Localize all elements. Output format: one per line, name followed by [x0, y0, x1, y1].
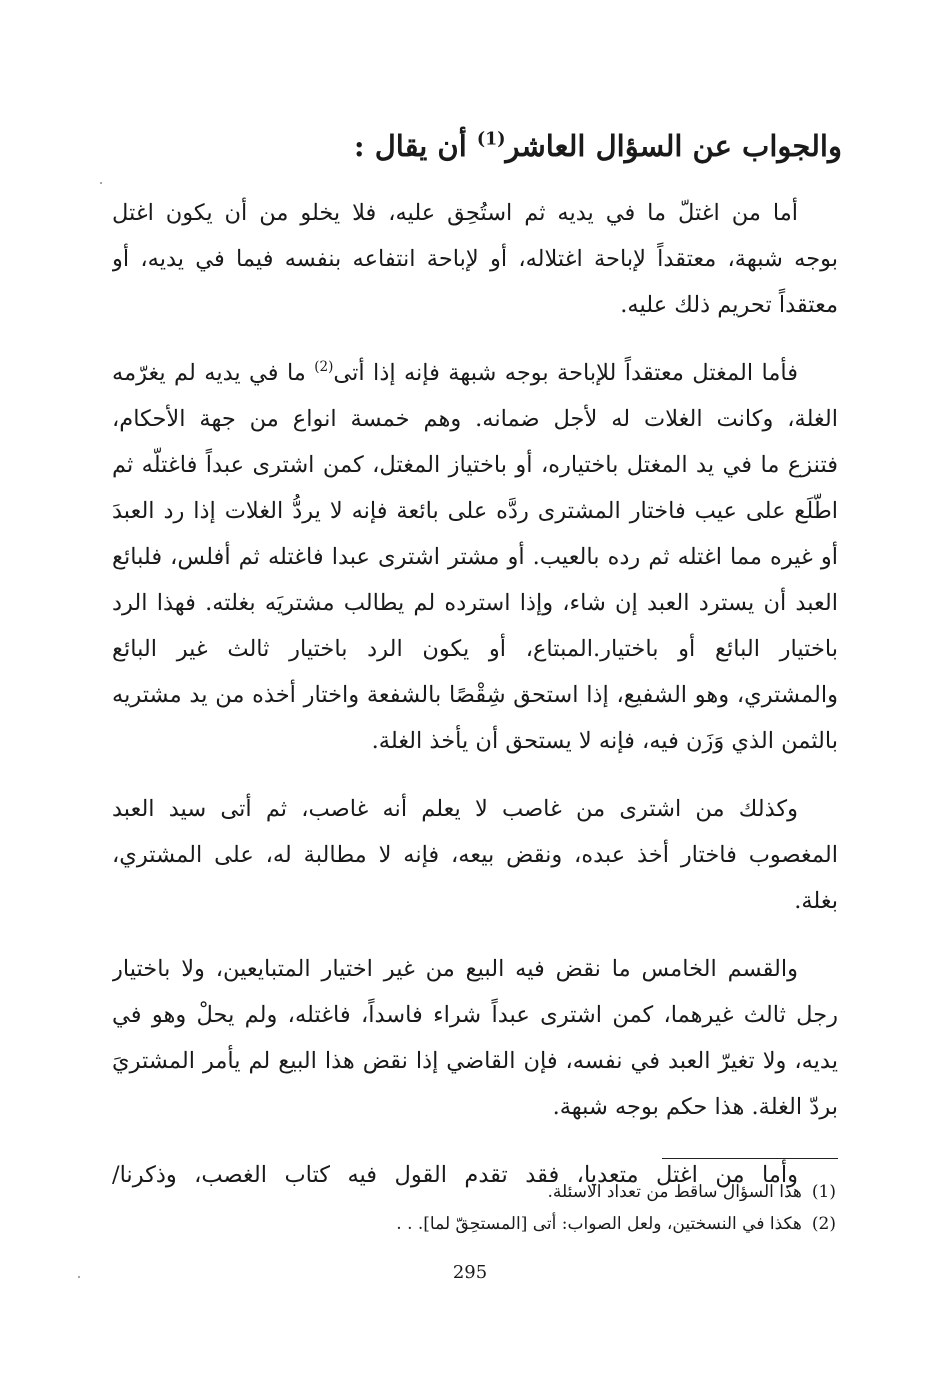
text-line: وأما من اغتل متعديا، فقد تقدم القول فيه كتاب الغصب، وذكرنا/ — [112, 1162, 798, 1188]
text-line: وكذلك من اشترى من غاصب لا يعلم أنه غاصب، ثم أتى سيد العبد — [112, 796, 798, 822]
text-line: أما من اغتلّ ما في يديه ثم استُحِق عليه، فلا يخلو من أن يكون اغتل — [112, 200, 798, 226]
text-line: بوجه شبهة، معتقداً لإباحة اغتلاله، أو لإباحة انتفاعه بنفسه فيما في يديه، أو — [112, 246, 838, 272]
scan-speck — [100, 182, 102, 184]
paragraph-2 — [112, 350, 838, 764]
footnote-text: هذا السؤال ساقط من تعداد الاسئلة. — [547, 1182, 802, 1202]
footnote-divider — [662, 1158, 838, 1159]
text-segment: ما في يديه لم يغرّمه — [112, 360, 315, 386]
paragraph-1 — [112, 190, 838, 328]
text-segment: فأما المغتل معتقداً للإباحة بوجه شبهة فإنه إذا أتى — [333, 360, 799, 386]
paragraph-3 — [112, 786, 838, 924]
text-line: رجل ثالث غيرهما، كمن اشترى عبداً شراء فاسداً، فاغتله، ولم يحلْ وهو في — [112, 1002, 838, 1028]
footnote-number: (2) — [811, 1214, 836, 1234]
text-line: معتقداً تحريم ذلك عليه. — [620, 292, 838, 318]
footnote-text: هكذا في النسختين، ولعل الصواب: أتى [المستحِقّ لما]. . . — [396, 1214, 802, 1234]
text-line: يديه، ولا تغيرّ العبد في نفسه، فإن القاضي إذا نقض هذا البيع لم يأمر المشتريَ — [112, 1048, 838, 1074]
heading-text-end: أن يقال : — [353, 129, 477, 163]
text-line: فتنزع ما في يد المغتل باختياره، أو باختياز المغتل، كمن اشترى عبداً فاغتلّه ثم — [112, 452, 838, 478]
text-line: العبد أن يسترد العبد إن شاء، وإذا استرده لم يطالب مشتريَه بغلته. فهذا الرد — [112, 590, 838, 616]
text-line: والقسم الخامس ما نقض فيه البيع من غير اختيار المتبايعين، ولا باختيار — [112, 956, 798, 982]
text-line: أو غيره مما اغتله ثم رده بالعيب. أو مشتر اشترى عبدا فاغتله ثم أفلس، فلبائع — [112, 544, 838, 570]
footnotes — [236, 1176, 836, 1240]
footnote-2 — [236, 1208, 836, 1240]
text-line: والمشتري، وهو الشفيع، إذا استحق شِقْصًا بالشفعة واختار أخذه من يد مشتريه — [112, 682, 838, 708]
footnote-ref[interactable]: (2) — [314, 359, 334, 376]
heading-footnote-ref[interactable]: (1) — [476, 129, 506, 150]
footnote-1 — [236, 1176, 836, 1208]
paragraph-4 — [112, 946, 838, 1130]
text-line — [112, 350, 838, 396]
text-line: المغصوب فاختار أخذ عبده، ونقض بيعه، فإنه لا مطالبة له، على المشتري، — [112, 842, 838, 868]
scan-speck — [78, 1276, 80, 1278]
text-line: باختيار البائع أو باختيار.المبتاع، أو يكون الرد باختيار ثالث غير البائع — [112, 636, 838, 662]
text-line: الغلة، وكانت الغلات له لأجل ضمانه. وهم خمسة انواع من جهة الأحكام، — [112, 406, 838, 432]
page-number: 295 — [452, 1262, 488, 1283]
footnote-number: (1) — [811, 1182, 836, 1202]
text-line: بردّ الغلة. هذا حكم بوجه شبهة. — [552, 1094, 838, 1120]
text-line: بغلة. — [794, 888, 838, 914]
body-text — [112, 190, 838, 1220]
section-heading — [100, 122, 842, 170]
text-line: بالثمن الذي وَزَن فيه، فإنه لا يستحق أن يأخذ الغلة. — [371, 728, 838, 754]
text-line: اطّلَع على عيب فاختار المشترى ردَّه على بائعة فإنه لا يردُّ الغلات إذا رد العبدَ — [112, 498, 838, 524]
heading-text: والجواب عن السؤال العاشر — [505, 129, 842, 163]
